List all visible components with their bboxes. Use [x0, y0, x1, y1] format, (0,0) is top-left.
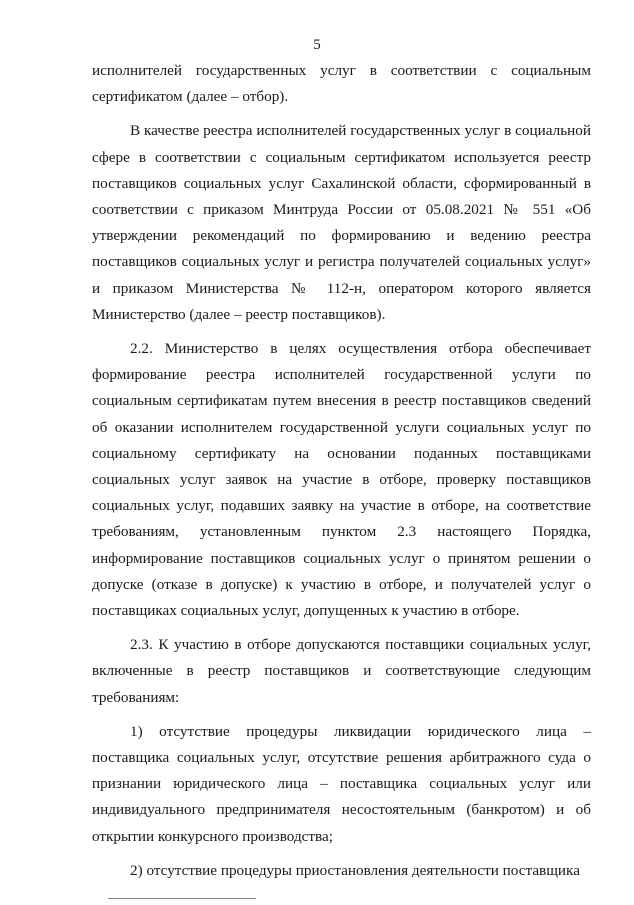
footer-rule	[108, 898, 256, 899]
paragraph-2-2: 2.2. Министерство в целях осуществления отбора обеспечивает формирование реестра исполнителей государственной услуги по социальным сертификатам путем внесения в реестр поставщиков сведений об оказании исполнителем государственной услуги социальных услуг по социальному сертификату на основании поданных поставщиками социальных услуг заявок на участие в отборе, проверку поставщиков социальных услуг, подавших заявку на участие в отборе, на соответствие требованиям, установленным пунктом 2.3 настоящего Порядка, информирование поставщиков социальных услуг о принятом решении о допуске (отказе в допуске) к участию в отборе, и получателей услуг о поставщиках социальных услуг, допущенных к участию в отборе.	[92, 340, 591, 620]
document-body	[92, 58, 591, 884]
page-number: 5	[313, 37, 321, 53]
paragraph-continuation: исполнителей государственных услуг в соответствии с социальным сертификатом (далее – отбор).	[92, 62, 591, 106]
list-item-2: 2) отсутствие процедуры приостановления деятельности поставщика	[130, 861, 580, 879]
paragraph-registry: В качестве реестра исполнителей государственных услуг в социальной сфере в соответствии с социальным сертификатом используется реестр поставщиков социальных услуг Сахалинской области, сформированный в соответствии с приказом Минтруда России от 05.08.2021 № 551 «Об утверждении рекомендаций по формированию и ведению реестра поставщиков социальных услуг и регистра получателей социальных услуг» и приказом Министерства № 112-н, оператором которого является Министерство (далее – реестр поставщиков).	[92, 122, 591, 323]
list-item-1: 1) отсутствие процедуры ликвидации юридического лица – поставщика социальных услуг, отсутствие решения арбитражного суда о признании юридического лица – поставщика социальных услуг или индивидуального предпринимателя несостоятельным (банкротом) и об открытии конкурсного производства;	[92, 722, 591, 845]
paragraph-2-3: 2.3. К участию в отборе допускаются поставщики социальных услуг, включенные в реестр поставщиков и соответствующие следующим требованиям:	[92, 636, 591, 706]
